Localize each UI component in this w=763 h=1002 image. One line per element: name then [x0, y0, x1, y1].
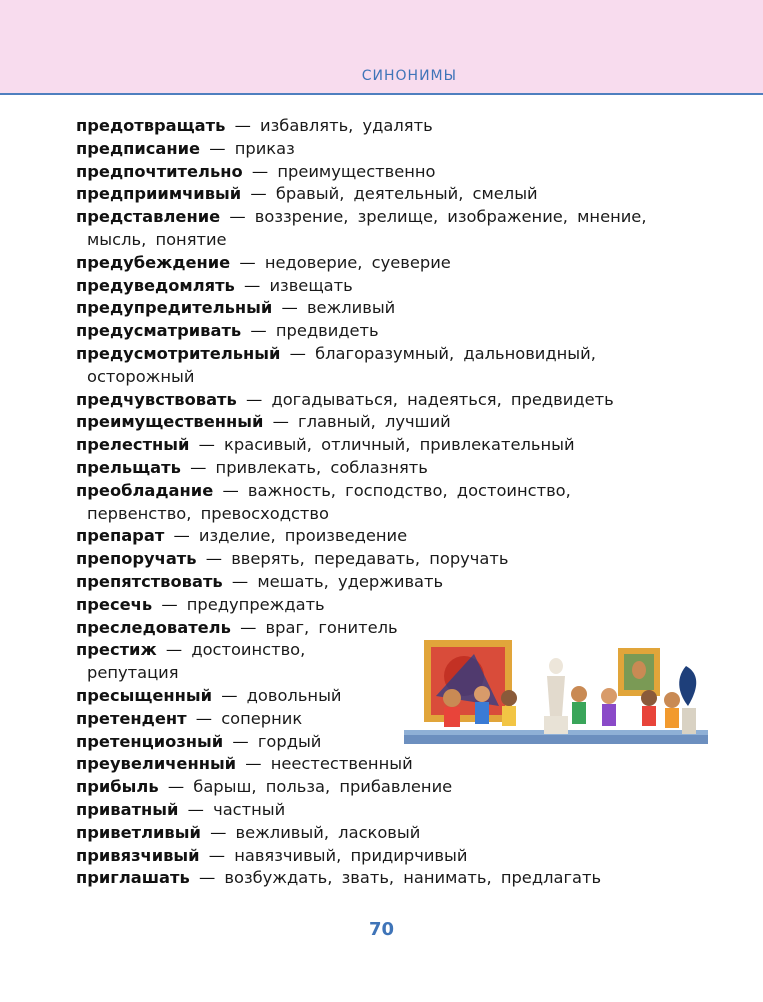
entry-dash: — [245, 754, 262, 774]
entry-term: препятствовать [76, 571, 223, 591]
entry-definition: соперник [221, 708, 303, 728]
synonym-entry [76, 434, 716, 457]
synonym-entry [76, 457, 716, 480]
entry-dash: — [205, 549, 223, 569]
entry-definition: гордый [257, 731, 322, 751]
entry-dash: — [190, 457, 207, 477]
synonym-entry [76, 183, 716, 206]
entry-definition: воззрение, зрелище, изображение, мнение, [254, 207, 647, 227]
entry-term: предчувствовать [76, 389, 237, 409]
entry-term: приглашать [76, 868, 190, 888]
entry-definition: извещать [269, 275, 353, 295]
entry-definition-continued: репутация [87, 663, 179, 683]
synonym-entry [76, 753, 716, 776]
entry-dash: — [210, 822, 227, 842]
entry-term: прибыль [76, 777, 159, 797]
entry-dash: — [165, 640, 183, 660]
synonym-entry [76, 275, 716, 298]
entry-definition: главный, лучший [298, 412, 451, 432]
entry-dash: — [229, 207, 246, 227]
entry-dash: — [231, 571, 249, 591]
entry-term: предуведомлять [76, 275, 235, 295]
synonym-entry [76, 138, 716, 161]
entry-term: предпочтительно [76, 161, 243, 181]
synonym-entry [76, 206, 716, 252]
synonym-entry [76, 320, 716, 343]
entry-definition: неестественный [270, 754, 413, 774]
entry-dash: — [244, 275, 261, 295]
entry-term: прелестный [76, 435, 190, 455]
synonym-entry [76, 571, 716, 594]
synonym-entry [76, 822, 716, 845]
entry-term: предупредительный [76, 298, 273, 318]
entry-definition: благоразумный, дальновидный, [315, 343, 596, 363]
entry-dash: — [167, 777, 185, 797]
entry-term: предубеждение [76, 252, 231, 272]
entry-dash: — [239, 252, 256, 272]
museum-illustration [404, 636, 708, 744]
entry-dash: — [195, 708, 213, 728]
page-number: 70 [368, 919, 395, 940]
entry-definition: преимущественно [277, 161, 436, 181]
entry-dash: — [281, 298, 298, 318]
synonym-entry [76, 389, 716, 412]
entry-dash: — [187, 799, 204, 819]
entry-definition: бравый, деятельный, смелый [275, 184, 538, 204]
entry-definition-continued: мысль, понятие [87, 229, 227, 249]
entry-term: пресыщенный [76, 685, 212, 705]
entry-dash: — [251, 161, 269, 181]
entry-definition: предвидеть [275, 321, 379, 341]
entry-dash: — [289, 343, 306, 363]
synonym-entry [76, 297, 716, 320]
entry-definition: вежливый [306, 298, 396, 318]
synonym-entry [76, 343, 716, 389]
entry-definition-continued: первенство, превосходство [87, 503, 329, 523]
synonym-entry [76, 799, 716, 822]
entry-definition: частный [213, 799, 286, 819]
synonym-list [76, 115, 716, 890]
entry-term: предусматривать [76, 321, 242, 341]
entry-definition: избавлять, удалять [260, 116, 433, 135]
entry-dash: — [240, 617, 257, 637]
header-divider [0, 93, 763, 95]
entry-definition: красивый, отличный, привлекательный [224, 435, 575, 455]
synonym-entry [76, 594, 716, 617]
synonym-entry [76, 525, 716, 548]
entry-definition: приказ [234, 138, 295, 158]
entry-term: претендент [76, 708, 187, 728]
entry-definition: достоинство, [191, 640, 306, 660]
entry-dash: — [272, 412, 289, 432]
entry-term: препоручать [76, 549, 197, 569]
entry-dash: — [232, 731, 249, 751]
entry-dash: — [208, 845, 226, 865]
entry-term: преувеличенный [76, 754, 237, 774]
entry-dash: — [198, 435, 215, 455]
entry-term: предусмотрительный [76, 343, 281, 363]
entry-term: пресечь [76, 594, 153, 614]
entry-term: престиж [76, 640, 157, 660]
entry-dash: — [173, 526, 190, 546]
entry-definition: недоверие, суеверие [264, 252, 451, 272]
entry-term: приватный [76, 799, 179, 819]
entry-definition: привлекать, соблазнять [215, 457, 428, 477]
synonym-entry [76, 845, 716, 868]
entry-dash: — [250, 184, 267, 204]
entry-term: представление [76, 207, 221, 227]
page-title: синонимы [361, 61, 457, 85]
synonym-entry [76, 548, 716, 571]
synonym-entry [76, 776, 716, 799]
entry-term: преимущественный [76, 412, 264, 432]
entry-term: привязчивый [76, 845, 200, 865]
entry-definition: барыш, польза, прибавление [193, 777, 453, 797]
entry-term: предприимчивый [76, 184, 242, 204]
entry-definition: мешать, удерживать [257, 571, 444, 591]
entry-term: преследователь [76, 617, 231, 637]
entry-dash: — [245, 389, 263, 409]
entry-definition: изделие, произведение [198, 526, 408, 546]
synonym-entry [76, 480, 716, 526]
entry-definition: враг, гонитель [265, 617, 398, 637]
entry-definition: возбуждать, звать, нанимать, предлагать [224, 868, 602, 888]
entry-term: прельщать [76, 457, 181, 477]
entry-dash: — [198, 868, 216, 888]
entry-dash: — [234, 116, 251, 135]
entry-definition: предупреждать [186, 594, 325, 614]
entry-definition: навязчивый, придирчивый [234, 845, 468, 865]
entry-term: предписание [76, 138, 201, 158]
entry-term: препарат [76, 526, 165, 546]
entry-definition: догадываться, надеяться, предвидеть [271, 389, 614, 409]
synonym-entry [76, 161, 716, 184]
entry-definition-continued: осторожный [87, 366, 195, 386]
entry-dash: — [209, 138, 226, 158]
entry-dash: — [222, 480, 239, 500]
entry-term: преобладание [76, 480, 214, 500]
entry-dash: — [221, 685, 238, 705]
entry-definition: вежливый, ласковый [235, 822, 421, 842]
entry-dash: — [161, 594, 178, 614]
entry-term: приветливый [76, 822, 201, 842]
entry-term: претенциозный [76, 731, 224, 751]
entry-dash: — [250, 321, 267, 341]
synonym-entry [76, 115, 716, 138]
entry-term: предотвращать [76, 116, 226, 135]
synonym-entry [76, 411, 716, 434]
entry-definition: вверять, передавать, поручать [231, 549, 509, 569]
synonym-entry [76, 867, 716, 890]
synonym-entry [76, 252, 716, 275]
entry-definition: важность, господство, достоинство, [247, 480, 571, 500]
entry-definition: довольный [246, 685, 342, 705]
